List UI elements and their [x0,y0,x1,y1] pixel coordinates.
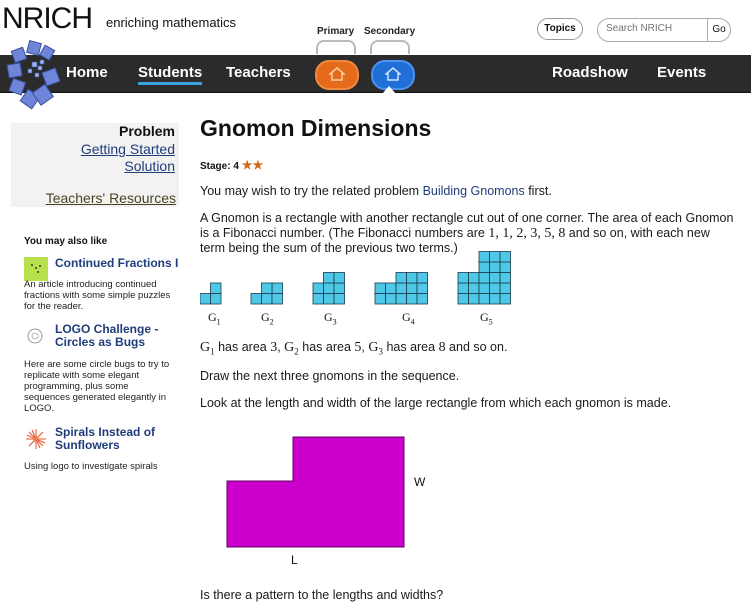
stage-indicator [200,158,263,172]
gnomon-cell-g5 [458,283,469,294]
g3-area: 8 [438,340,446,355]
gnomon-cell-g5 [469,283,480,294]
definition-text-after: and so on, with each new term being the sum of the previous two terms.) [200,226,710,255]
gnomon-cell-g3 [324,283,335,294]
has-area-text: has area [298,340,355,354]
gnomon-label-g2: $G_2$ [261,310,274,327]
search-go-button[interactable]: Go [707,19,730,41]
stage-stars: ★★ [241,158,264,172]
gnomon-rectangle-diagram [225,435,407,550]
g3-subscript: 3 [378,346,383,357]
gnomon-cell-g3 [313,294,324,305]
gnomon-cell-g1 [211,283,222,294]
page-title: Gnomon Dimensions [200,115,432,141]
gnomon-cell-g4 [396,283,407,294]
gnomon-cell-g5 [479,283,490,294]
stage-secondary-label[interactable]: Secondary [364,26,416,37]
primary-home-button[interactable] [315,60,359,90]
gnomon-cell-g2 [251,294,262,305]
gnomon-cell-g3 [334,294,345,305]
gnomon-sequence-figure [200,250,520,308]
brand-name[interactable]: NRICH [2,2,92,35]
gnomon-cell-g3 [334,273,345,284]
gnomon-cell-g2 [272,283,283,294]
gnomon-cell-g3 [324,273,335,284]
definition-text: A Gnomon is a rectangle with another rectangle cut out of one corner. The area of each Gnomon is a Fibonacci number. (The Fibonacci numbers are [200,211,734,240]
rec-title-continued-fractions[interactable]: Continued Fractions I [55,256,179,270]
gnomon-cell-g4 [407,283,418,294]
gnomon-cell-g1 [211,294,222,305]
gnomon-cell-g5 [500,294,511,305]
gnomon-label-g5: $G_5$ [480,310,493,327]
g2-area: 5 [354,340,362,355]
gnomon-cell-g5 [490,273,501,284]
nav-events[interactable]: Events [657,64,707,81]
gnomon-cell-g4 [417,294,428,305]
gnomon-cell-g4 [375,283,386,294]
teachers-resources-link[interactable]: Teachers' Resources [45,190,176,206]
gnomon-cell-g5 [490,294,501,305]
gnomon-cell-g4 [417,283,428,294]
gnomon-shape [227,437,404,547]
getting-started-link[interactable]: Getting Started [80,141,175,157]
nav-students[interactable]: Students [138,64,202,85]
gnomon-cell-g2 [262,283,273,294]
gnomon-cell-g4 [396,294,407,305]
gnomon-cell-g5 [479,273,490,284]
stage-secondary-arc [370,40,410,54]
rec-title-circle-bugs[interactable]: LOGO Challenge - Circles as Bugs [55,322,159,349]
circle-bugs-icon[interactable] [24,325,48,349]
g3-symbol: G [368,340,379,355]
topics-button[interactable]: Topics [537,18,583,40]
gnomon-cell-g5 [500,252,511,263]
gnomon-cell-g4 [407,294,418,305]
gnomon-cell-g3 [334,283,345,294]
gnomon-label-g1: $G_1$ [208,310,221,327]
gnomon-cell-g5 [490,283,501,294]
active-pointer-icon [382,86,396,94]
nav-teachers[interactable]: Teachers [226,64,291,81]
stage-label: Stage: 4 [200,161,239,172]
gnomon-cell-g5 [479,262,490,273]
house-icon [385,67,401,81]
g2-symbol: G [284,340,295,355]
intro-paragraph [200,184,735,199]
intro-text-after: first. [524,184,552,198]
gnomon-label-g4: $G_4$ [402,310,415,327]
rec-desc-continued-fractions: An article introducing continued fractions with some simple puzzles for the reader. [24,279,171,312]
width-label: W [414,475,426,489]
gnomon-cell-g5 [500,283,511,294]
pattern-question: Is there a pattern to the lengths and widths? [200,588,444,602]
gnomon-cell-g4 [386,294,397,305]
stage-primary-arc [316,40,356,54]
gnomon-cell-g5 [469,273,480,284]
rec-desc-spirals: Using logo to investigate spirals [24,461,158,472]
separator: , [361,340,369,354]
fractions-icon[interactable] [24,257,48,281]
gnomon-cell-g2 [272,294,283,305]
separator: , [277,340,285,354]
gnomon-cell-g5 [500,262,511,273]
solution-link[interactable]: Solution [124,158,175,174]
g2-subscript: 2 [294,346,299,357]
gnomon-cell-g5 [490,262,501,273]
intro-text-before: You may wish to try the related problem [200,184,423,198]
g1-area: 3 [270,340,278,355]
search-box [597,18,731,42]
gnomon-cell-g5 [479,294,490,305]
look-instruction: Look at the length and width of the large rectangle from which each gnomon is made. [200,396,672,410]
gnomon-cell-g4 [386,283,397,294]
g1-symbol: G [200,340,211,355]
nav-home[interactable]: Home [66,64,108,81]
gnomon-cell-g3 [313,283,324,294]
spiral-icon[interactable] [24,427,48,451]
gnomon-cell-g5 [490,252,501,263]
has-area-text: has area [214,340,271,354]
gnomon-cell-g5 [458,294,469,305]
main-nav [0,55,751,93]
brand-tagline: enriching mathematics [106,15,237,30]
rec-title-spirals[interactable]: Spirals Instead of Sunflowers [55,425,156,452]
gnomon-cell-g4 [396,273,407,284]
gnomon-cell-g4 [407,273,418,284]
also-like-heading: You may also like [24,236,108,247]
building-gnomons-link[interactable]: Building Gnomons [422,184,525,198]
problem-label[interactable]: Problem [118,123,175,139]
fibonacci-list: 1, 1, 2, 3, 5, 8 [488,226,566,241]
stage-primary-label[interactable]: Primary [317,26,355,37]
gnomon-cell-g5 [469,294,480,305]
areas-tail: and so on. [445,340,508,354]
gnomon-cell-g1 [200,294,211,305]
gnomon-cell-g4 [417,273,428,284]
house-icon [329,67,345,81]
draw-instruction: Draw the next three gnomons in the sequence. [200,369,460,383]
gnomon-cell-g3 [324,294,335,305]
nav-roadshow[interactable]: Roadshow [552,64,628,81]
search-input[interactable] [604,22,706,35]
rec-desc-circle-bugs: Here are some circle bugs to try to replicate with some elegant programming, plus some sequences generated elegantly in LOGO. [24,359,170,414]
areas-line [200,340,735,360]
nrich-logo[interactable] [6,40,62,112]
gnomon-cell-g4 [375,294,386,305]
g1-subscript: 1 [210,346,215,357]
gnomon-cell-g2 [262,294,273,305]
gnomon-cell-g5 [500,273,511,284]
gnomon-label-g3: $G_3$ [324,310,337,327]
length-label: L [291,553,298,567]
gnomon-cell-g5 [458,273,469,284]
gnomon-cell-g5 [479,252,490,263]
has-area-text: has area [382,340,439,354]
brand[interactable] [2,2,92,34]
